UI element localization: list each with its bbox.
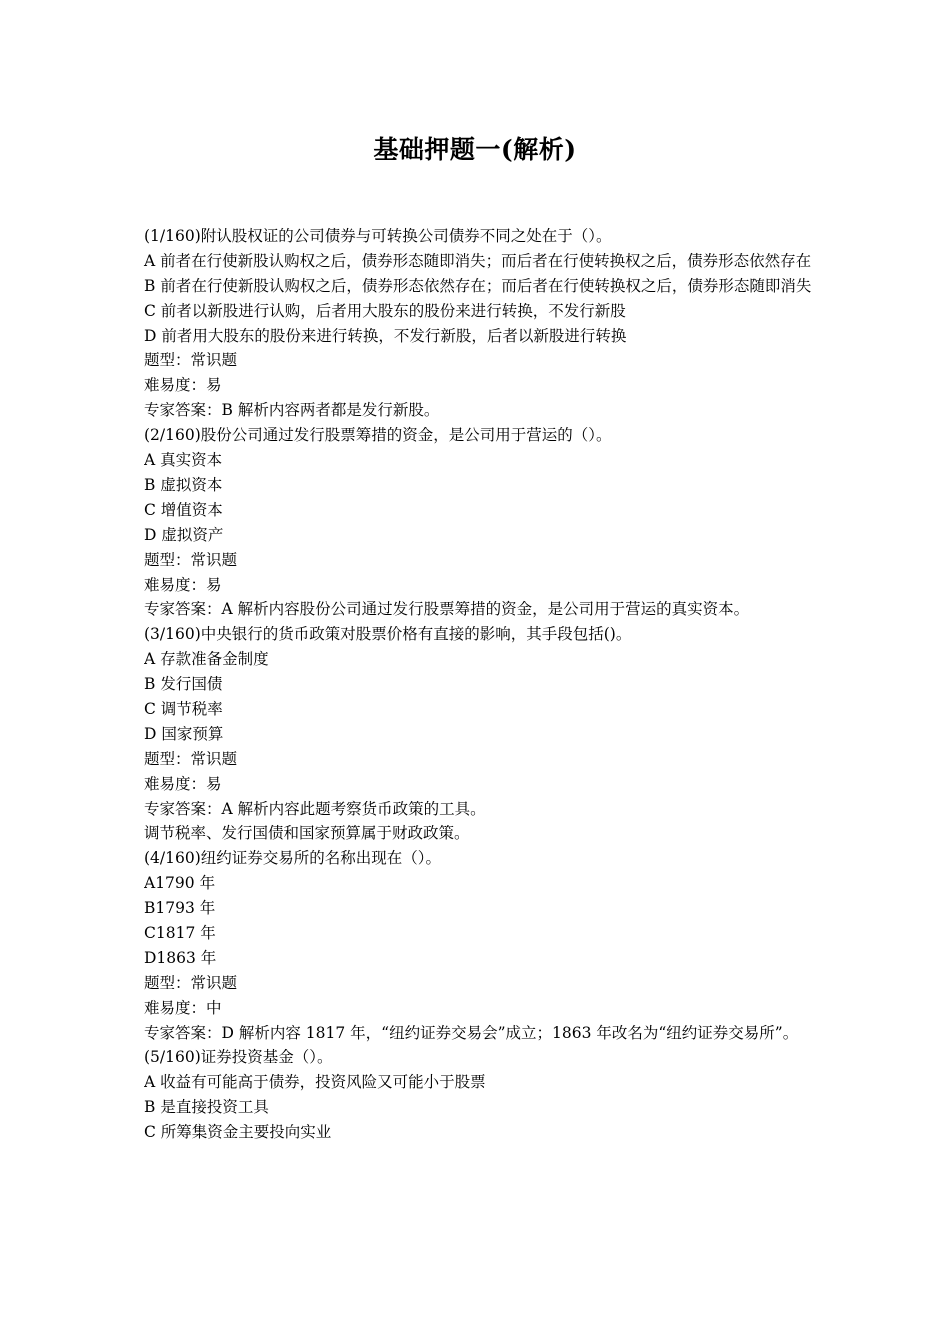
question-5-option-c: C 所筹集资金主要投向实业 bbox=[144, 1123, 332, 1142]
page-title: 基础押题一(解析) bbox=[373, 135, 577, 164]
question-4-option-b: B1793 年 bbox=[144, 899, 216, 918]
question-4-option-a: A1790 年 bbox=[144, 874, 216, 893]
question-4-stem: (4/160)纽约证券交易所的名称出现在（）。 bbox=[144, 849, 442, 868]
question-3-stem: (3/160)中央银行的货币政策对股票价格有直接的影响，其手段包括()。 bbox=[144, 625, 632, 644]
question-1-option-b: B 前者在行使新股认购权之后，债券形态依然存在；而后者在行使转换权之后，债券形态随即消失 bbox=[144, 276, 812, 295]
question-4-answer: 专家答案：D 解析内容 1817 年，“纽约证券交易会”成立；1863 年改名为“纽约证券交易所”。 bbox=[144, 1023, 799, 1042]
question-2-type: 题型：常识题 bbox=[144, 550, 238, 569]
question-3-option-d: D 国家预算 bbox=[144, 724, 224, 743]
question-2-option-a: A 真实资本 bbox=[144, 451, 223, 470]
question-2-answer: 专家答案：A 解析内容股份公司通过发行股票筹措的资金，是公司用于营运的真实资本。 bbox=[144, 600, 750, 619]
question-2-option-b: B 虚拟资本 bbox=[144, 475, 223, 494]
question-1-option-a: A 前者在行使新股认购权之后，债券形态随即消失；而后者在行使转换权之后，债券形态依然存在 bbox=[144, 251, 812, 270]
question-3-type: 题型：常识题 bbox=[144, 749, 238, 768]
question-4-option-d: D1863 年 bbox=[144, 948, 217, 967]
question-1-answer: 专家答案：B 解析内容两者都是发行新股。 bbox=[144, 401, 440, 420]
question-1-option-d: D 前者用大股东的股份来进行转换，不发行新股，后者以新股进行转换 bbox=[144, 326, 627, 345]
question-1-option-c: C 前者以新股进行认购，后者用大股东的股份来进行转换，不发行新股 bbox=[144, 301, 626, 320]
question-3-option-b: B 发行国债 bbox=[144, 675, 223, 694]
question-5-option-a: A 收益有可能高于债券，投资风险又可能小于股票 bbox=[144, 1073, 486, 1092]
question-3-answer: 专家答案：A 解析内容此题考察货币政策的工具。 bbox=[144, 799, 486, 818]
question-3-difficulty: 难易度：易 bbox=[144, 774, 222, 793]
question-2-option-c: C 增值资本 bbox=[144, 500, 223, 519]
question-4-type: 题型：常识题 bbox=[144, 973, 238, 992]
question-5-stem: (5/160)证券投资基金（）。 bbox=[144, 1048, 333, 1067]
question-3-answer-note: 调节税率、发行国债和国家预算属于财政政策。 bbox=[144, 824, 470, 843]
question-2-difficulty: 难易度：易 bbox=[144, 575, 222, 594]
question-1-difficulty: 难易度：易 bbox=[144, 376, 222, 395]
question-1-type: 题型：常识题 bbox=[144, 351, 238, 370]
question-3-option-c: C 调节税率 bbox=[144, 699, 223, 718]
question-4-option-c: C1817 年 bbox=[144, 923, 216, 942]
document-body bbox=[144, 224, 814, 1145]
question-1-stem: (1/160)附认股权证的公司债券与可转换公司债券不同之处在于（）。 bbox=[144, 227, 612, 245]
question-2-stem: (2/160)股份公司通过发行股票筹措的资金，是公司用于营运的（）。 bbox=[144, 426, 612, 445]
question-5-option-b: B 是直接投资工具 bbox=[144, 1098, 269, 1117]
question-4-difficulty: 难易度：中 bbox=[144, 998, 222, 1017]
question-2-option-d: D 虚拟资产 bbox=[144, 525, 224, 544]
question-3-option-a: A 存款准备金制度 bbox=[144, 650, 269, 669]
